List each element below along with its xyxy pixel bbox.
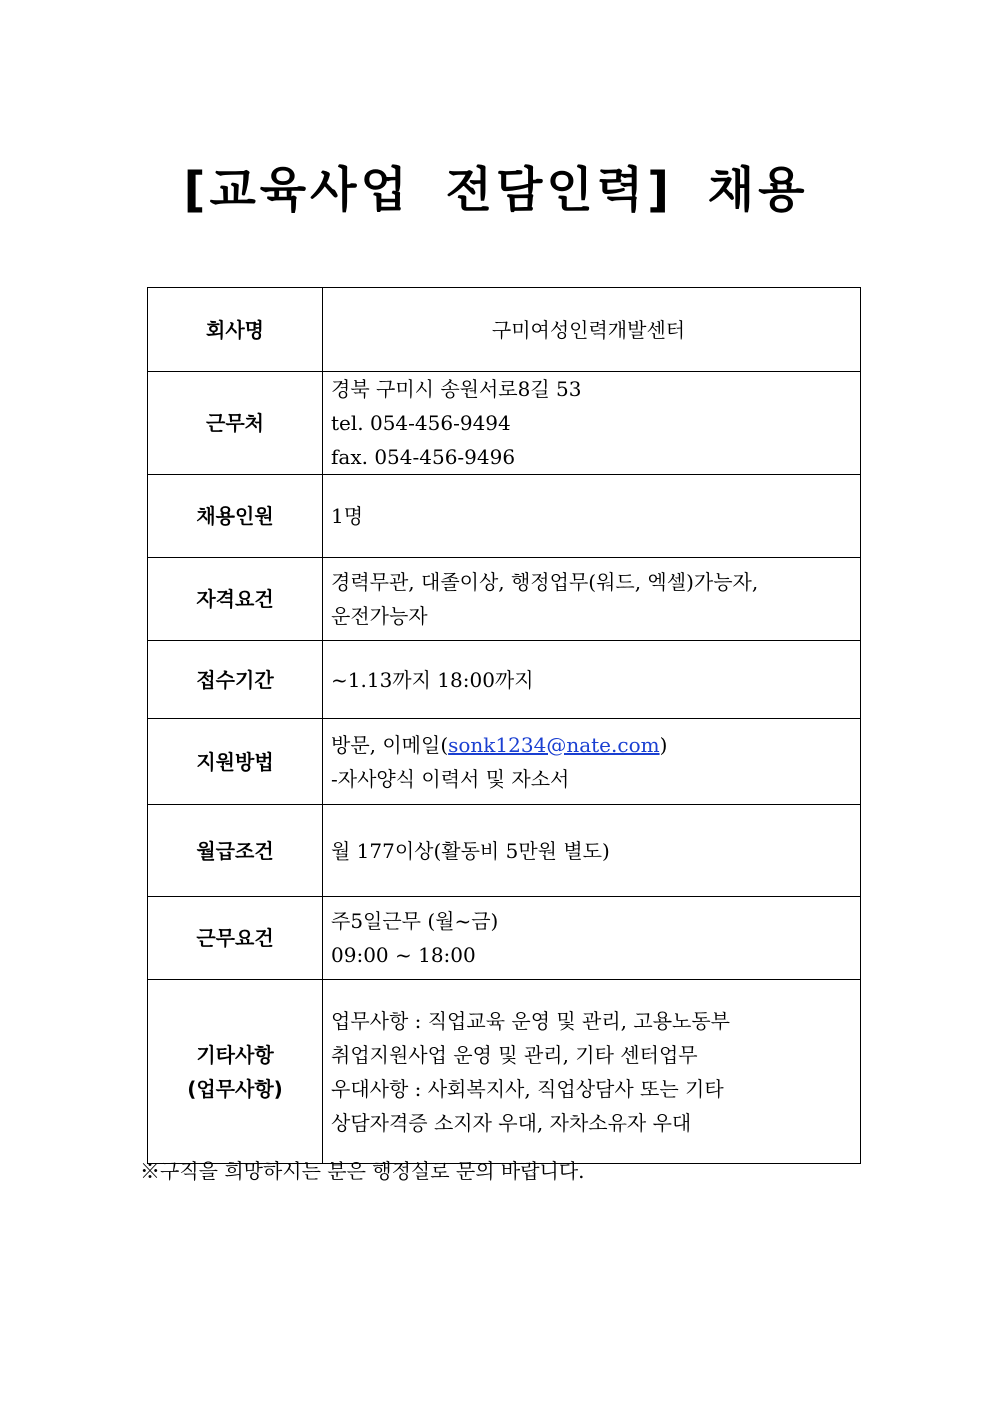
email-link[interactable]: sonk1234@nate.com	[448, 732, 660, 757]
workplace-tel: tel. 054-456-9494	[331, 411, 511, 435]
row-company	[148, 288, 861, 372]
hours-line-1: 주5일근무 (월~금)	[331, 909, 499, 933]
apply-prefix: 방문, 이메일(	[331, 732, 449, 757]
qualification-line-2: 운전가능자	[331, 604, 428, 628]
label-other	[148, 980, 323, 1164]
other-line-4: 상담자격증 소지자 우대, 자차소유자 우대	[331, 1110, 692, 1135]
label-salary: 월급조건	[148, 805, 323, 897]
row-qualification	[148, 558, 861, 641]
apply-suffix: )	[659, 732, 668, 757]
label-hours: 근무요건	[148, 897, 323, 980]
value-hours	[323, 897, 861, 980]
row-headcount	[148, 475, 861, 558]
apply-line-2: -자사양식 이력서 및 자소서	[331, 766, 570, 791]
value-salary: 월 177이상(활동비 5만원 별도)	[323, 805, 861, 897]
page-title: [교육사업 전담인력] 채용	[183, 162, 809, 218]
footnote: ※구직을 희망하시는 분은 행정실로 문의 바랍니다.	[140, 1159, 585, 1183]
label-other-line-2: (업무사항)	[187, 1076, 283, 1101]
row-apply	[148, 719, 861, 805]
hours-line-2: 09:00 ~ 18:00	[331, 943, 476, 967]
qualification-line-1: 경력무관, 대졸이상, 행정업무(워드, 엑셀)가능자,	[331, 570, 759, 594]
other-line-3: 우대사항 : 사회복지사, 직업상담사 또는 기타	[331, 1076, 724, 1101]
label-workplace: 근무처	[148, 372, 323, 475]
row-salary	[148, 805, 861, 897]
value-apply	[323, 719, 861, 805]
label-qualification: 자격요건	[148, 558, 323, 641]
label-company: 회사명	[148, 288, 323, 372]
value-workplace	[323, 372, 861, 475]
workplace-address: 경북 구미시 송원서로8길 53	[331, 377, 582, 401]
row-period	[148, 641, 861, 719]
value-qualification	[323, 558, 861, 641]
value-other	[323, 980, 861, 1164]
value-company: 구미여성인력개발센터	[323, 288, 861, 372]
job-posting-table	[147, 287, 861, 1164]
label-headcount: 채용인원	[148, 475, 323, 558]
row-hours	[148, 897, 861, 980]
label-other-line-1: 기타사항	[196, 1042, 274, 1067]
label-apply: 지원방법	[148, 719, 323, 805]
other-line-1: 업무사항 : 직업교육 운영 및 관리, 고용노동부	[331, 1008, 730, 1033]
row-other	[148, 980, 861, 1164]
apply-line-1	[331, 728, 854, 762]
workplace-fax: fax. 054-456-9496	[331, 445, 516, 469]
label-period: 접수기간	[148, 641, 323, 719]
value-period: ~1.13까지 18:00까지	[323, 641, 861, 719]
value-headcount: 1명	[323, 475, 861, 558]
row-workplace	[148, 372, 861, 475]
other-line-2: 취업지원사업 운영 및 관리, 기타 센터업무	[331, 1042, 698, 1067]
